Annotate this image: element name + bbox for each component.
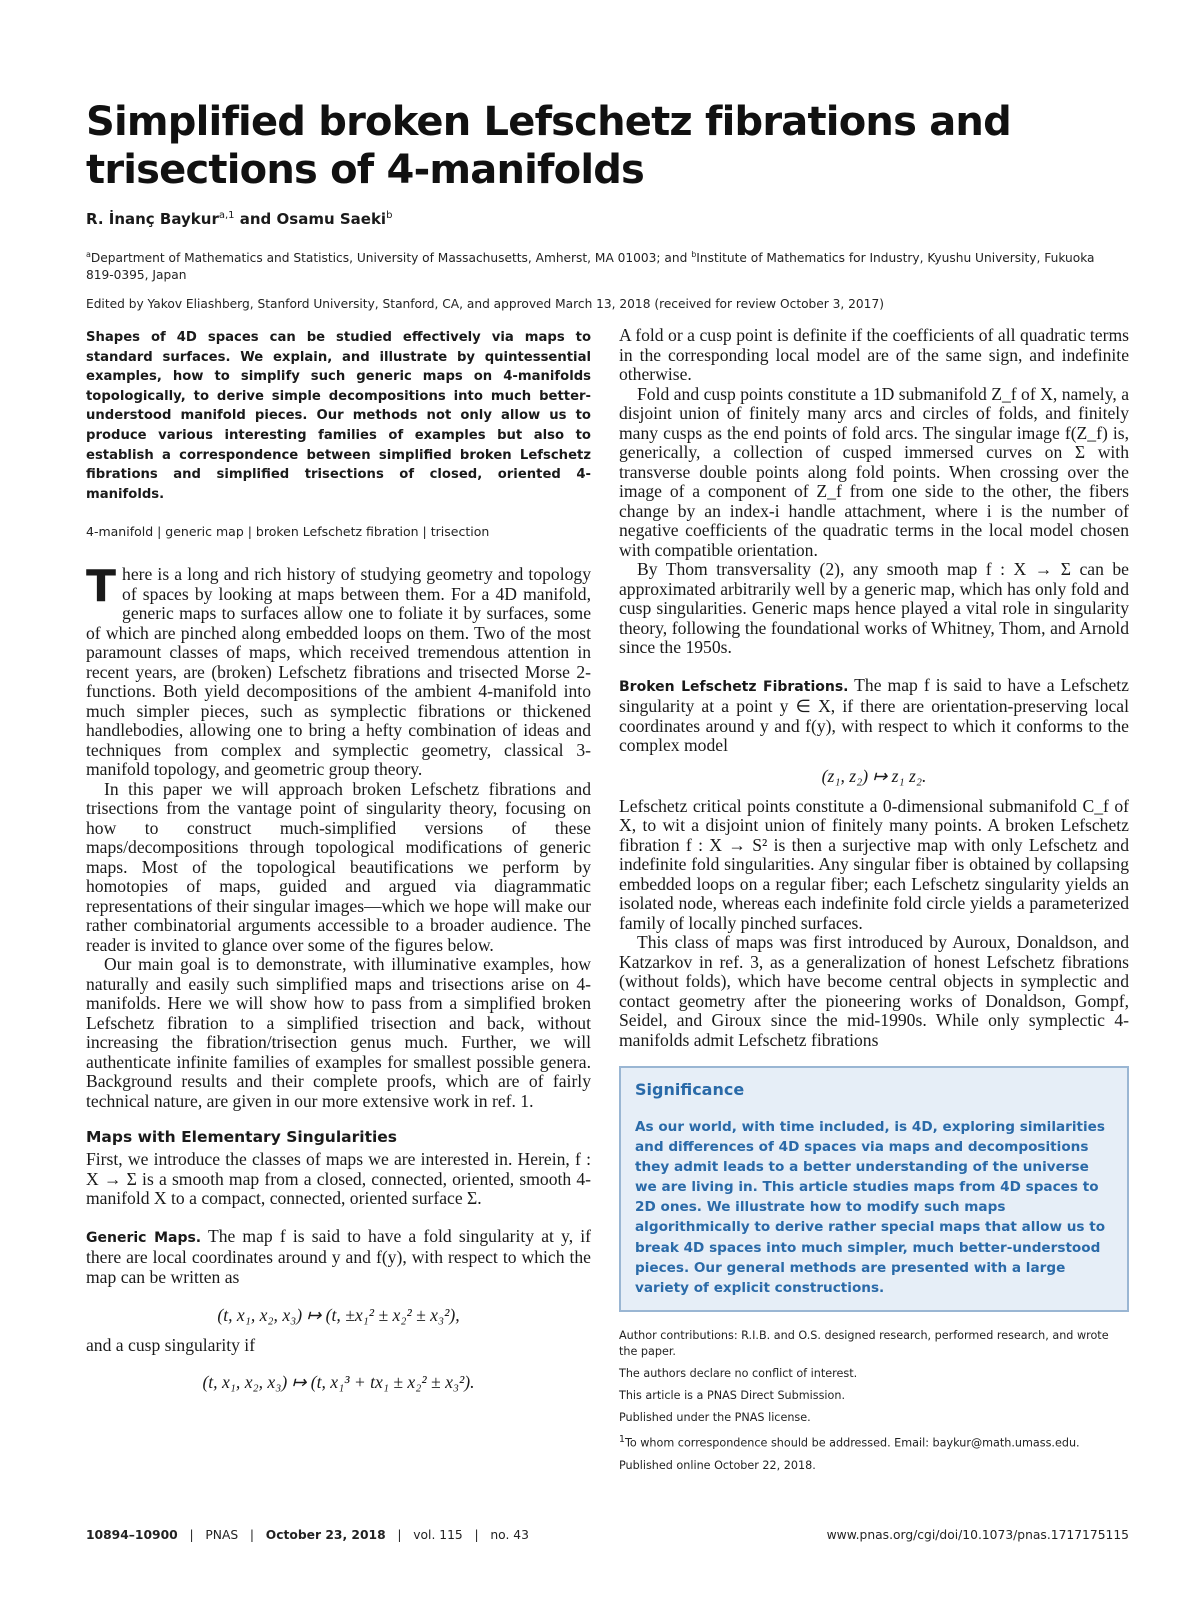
footer-journal: PNAS [205, 1528, 239, 1542]
footer-pages: 10894–10900 [86, 1528, 178, 1542]
significance-title: Significance [635, 1080, 745, 1099]
blf-text: The map f is said to have a Lefschetz singularity at a point y ∈ X, if there are orientation-preserving local coordinates around y and f(y), with respect to which it conforms to the complex model [619, 674, 1129, 755]
article-title: Simplified broken Lefschetz fibrations and trisections of 4-manifolds [86, 99, 1011, 193]
footer-doi-link[interactable]: www.pnas.org/cgi/doi/10.1073/pnas.1717175115 [826, 1528, 1129, 1542]
footer-date: October 23, 2018 [265, 1528, 386, 1542]
affil-text: Institute of Mathematics for Industry, Kyushu University, Fukuoka 819-0395, Japan [86, 251, 1095, 283]
footer-issue: no. 43 [490, 1528, 529, 1542]
equation-lefschetz: (z₁, z₂) ↦ z₁ z₂. [821, 765, 927, 786]
author-conjunction: and [234, 210, 277, 228]
footer-citation: 10894–10900 | PNAS | October 23, 2018 | vol. 115 | no. 43 [86, 1528, 529, 1542]
dropcap: T [86, 561, 117, 613]
body-paragraph: Fold and cusp points constitute a 1D submanifold Z_f of X, namely, a disjoint union of finitely many arcs and circles of folds, and finitely many cusps as the end points of fold arcs. The singular image f(Z_f) is, generically, a collection of cusped immersed curves on Σ with transverse double points along fold points. When crossing over the image of a component of Z_f from one side to the other, the fibers change by an index-i handle attachment, where i is the number of negative coefficients of the quadratic terms in the local model chosen with compatible orientation. [619, 383, 1129, 560]
author-superscript: b [386, 210, 393, 221]
affil-text: Department of Mathematics and Statistics, University of Massachusetts, Amherst, MA 01003; and [90, 251, 692, 266]
correspondence-text: To whom correspondence should be addressed. Email: baykur@math.umass.edu. [624, 1436, 1080, 1450]
blf-paragraph [619, 676, 1129, 756]
correspondence-note [619, 1432, 1129, 1452]
body-paragraph: Lefschetz critical points constitute a 0-dimensional submanifold C_f of X, to wit a disjoint union of finitely many points. A broken Lefschetz fibration f : X → S² is then a surjective map with only Lefschetz and indefinite fold singularities. Any singular fiber is obtained by collapsing embedded loops on a regular fiber; each Lefschetz singularity yields an isolated node, whereas each indefinite fold circle yields a parameterized family of locally pinched surfaces. [619, 795, 1129, 933]
equation-fold: (t, x₁, x₂, x₃) ↦ (t, ±x₁² ± x₂² ± x₃²), [217, 1305, 460, 1326]
affiliations [86, 246, 1126, 284]
affil-marker: b [691, 250, 697, 259]
body-paragraph: By Thom transversality (2), any smooth map f : X → Σ can be approximated arbitrarily well by a generic map, which has only fold and cusp singularities. Generic maps hence played a vital role in singularity theory, following the foundational works of Whitney, Thom, and Arnold since the 1950s. [619, 559, 1129, 657]
conflict-statement: The authors declare no conflict of interest. [619, 1366, 858, 1380]
section-heading: Maps with Elementary Singularities [86, 1128, 398, 1147]
significance-text: As our world, with time included, is 4D, exploring similarities and differences of 4D spaces via maps and decompositions they admit leads to a better understanding of the universe we are living in. This article studies maps from 4D spaces to 2D ones. We illustrate how to modify such maps algorithmically to derive rather special maps that allow us to break 4D spaces into much simpler, much better-understood pieces. Our general methods are presented with a large variety of explicit constructions. [635, 1119, 1106, 1296]
intro-paragraph: Our main goal is to demonstrate, with illuminative examples, how naturally and easily such simplified maps and trisections arise on 4-manifolds. Here we will show how to pass from a simplified broken Lefschetz fibration to a simplified trisection and back, without increasing the fibration/trisection genus much. Further, we will authenticate infinite families of examples for smallest possible genera. Background results and their complete proofs, which are of fairly technical nature, are given in our more extensive work in ref. 1. [86, 954, 591, 1111]
author-name: R. İnanç Baykur [86, 210, 219, 228]
section-paragraph: First, we introduce the classes of maps we are interested in. Herein, f : X → Σ is a smooth map from a closed, connected, oriented, smooth 4-manifold X to a compact, connected, oriented surface Σ. [86, 1149, 591, 1209]
subsection-heading: Broken Lefschetz Fibrations. [619, 678, 849, 695]
affil-marker: a [86, 250, 91, 259]
intro-p1-text: here is a long and rich history of studying geometry and topology of spaces by looking at maps between them. For a 4D manifold, generic maps to surfaces allow one to foliate it by surfaces, some of which are pinched along embedded loops on them. Two of the most paramount classes of maps, which received tremendous attention in recent years, are (broken) Lefschetz fibrations and trisected Morse 2-functions. Both yield decompositions of the ambient 4-manifold into much simpler pieces, such as symplectic fibrations or thickened handlebodies, allowing one to bring a hefty combination of ideas and techniques from complex and symplectic geometry, classical 3-manifold topology, and geometric group theory. [86, 564, 591, 780]
left-column [86, 328, 591, 1403]
generic-maps-text: The map f is said to have a fold singularity at y, if there are local coordinates around y and f(y), with respect to which the map can be written as [86, 1225, 591, 1287]
body-paragraph: This class of maps was first introduced by Auroux, Donaldson, and Katzarkov in ref. 3, as a generalization of honest Lefschetz fibrations (without folds), which have become central objects in symplectic and contact geometry after the pioneering works of Donaldson, Gompf, Seidel, and Giroux since the mid-1990s. While only symplectic 4-manifolds admit Lefschetz fibrations [619, 932, 1129, 1050]
published-date: Published online October 22, 2018. [619, 1458, 816, 1472]
intro-paragraph [86, 561, 591, 780]
author-contributions: Author contributions: R.I.B. and O.S. designed research, performed research, and wrote the paper. [619, 1328, 1109, 1358]
equation-cusp: (t, x₁, x₂, x₃) ↦ (t, x₁³ + tx₁ ± x₂² ± x₃²). [202, 1371, 475, 1392]
subsection-heading: Generic Maps. [86, 1229, 202, 1246]
equation-connector: and a cusp singularity if [86, 1335, 256, 1356]
right-column [619, 326, 1129, 1480]
keywords: 4-manifold | generic map | broken Lefschetz fibration | trisection [86, 524, 490, 540]
author-line [86, 210, 986, 228]
introduction [86, 561, 591, 1111]
submission-note: This article is a PNAS Direct Submission. [619, 1388, 846, 1402]
footer-volume: vol. 115 [413, 1528, 463, 1542]
author-superscript: a,1 [218, 210, 235, 221]
edited-by: Edited by Yakov Eliashberg, Stanford University, Stanford, CA, and approved March 13, 2018 (received for review October 3, 2017) [86, 297, 884, 311]
author-name: Osamu Saeki [276, 210, 387, 228]
generic-maps-paragraph [86, 1227, 591, 1288]
body-paragraph: A fold or a cusp point is definite if the coefficients of all quadratic terms in the corresponding local model are of the same sign, and indefinite otherwise. [619, 325, 1129, 384]
intro-paragraph: In this paper we will approach broken Lefschetz fibrations and trisections from the vantage point of singularity theory, focusing on how to construct much-simplified versions of these maps/decompositions through topological modifications of generic maps. Most of the topological beautifications we perform by homotopies of maps, guided and argued via diagrammatic representations of their singular images—which we hope will make our rather combinatorial arguments accessible to a broader audience. The reader is invited to glance over some of the figures below. [86, 778, 591, 955]
article-notes [619, 1328, 1129, 1474]
significance-box [619, 1066, 1129, 1312]
abstract: Shapes of 4D spaces can be studied effectively via maps to standard surfaces. We explain, and illustrate by quintessential examples, how to simplify such generic maps on 4-manifolds topologically, to derive simple decompositions into much better-understood manifold pieces. Our methods not only allow us to produce various interesting families of examples but also to establish a correspondence between simplified broken Lefschetz fibrations and simplified trisections of closed, oriented 4-manifolds. [86, 330, 591, 502]
footnote-marker: 1 [619, 1433, 625, 1445]
license-note: Published under the PNAS license. [619, 1410, 811, 1424]
